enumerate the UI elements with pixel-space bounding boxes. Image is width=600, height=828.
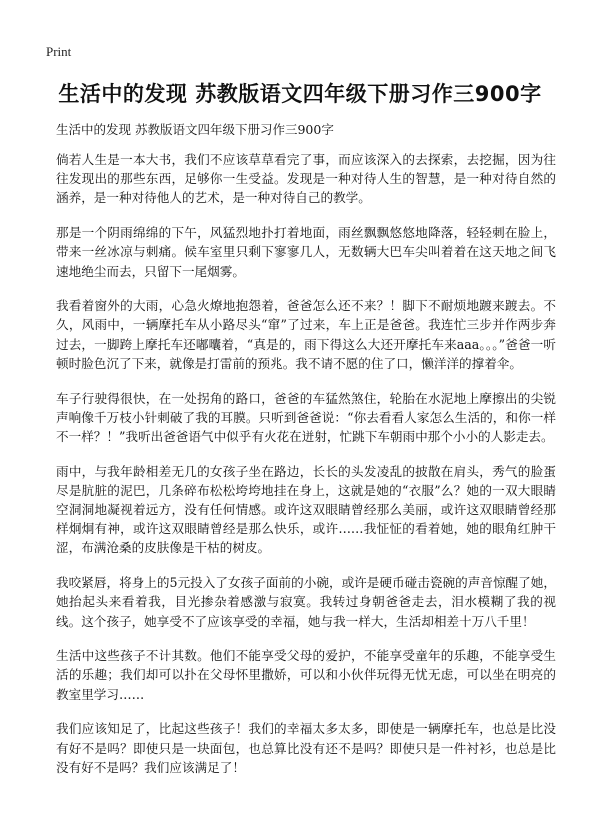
- paragraph-7: 生活中这些孩子不计其数。他们不能享受父母的爱护，不能享受童年的乐趣，不能享受生活的乐趣；我们却可以扑在父母怀里撒娇，可以和小伙伴玩得无忧无虑，可以坐在明亮的教室里学习……: [56, 648, 556, 702]
- paragraph-6: 我咬紧唇，将身上的5元投入了女孩子面前的小碗，或许是硬币碰击瓷碗的声音惊醒了她，她抬起头来看着我，目光掺杂着感激与寂寞。我转过身朝爸爸走去，泪水模糊了我的视线。这个孩子，她享受不了应该享受的幸福，她与我一样大，生活却相差十万八千里！: [56, 575, 556, 629]
- page-title: 生活中的发现 苏教版语文四年级下册习作三900字: [58, 82, 542, 106]
- article-body: [56, 150, 556, 792]
- paragraph-4: 车子行驶得很快，在一处拐角的路口，爸爸的车猛然煞住，轮胎在水泥地上摩擦出的尖锐声响像千万枝小针刺破了我的耳膜。只听到爸爸说：“你去看看人家怎么生活的，和你一样不一样？！”我听出爸爸语气中似乎有火花在迸射，忙跳下车朝雨中那个小小的人影走去。: [56, 390, 556, 444]
- paragraph-3: 我看着窗外的大雨，心急火燎地抱怨着，爸爸怎么还不来？！脚下不耐烦地踱来踱去。不久，风雨中，一辆摩托车从小路尽头“窜”了过来，车上正是爸爸。我连忙三步并作两步奔过去，一脚跨上摩托车还嘟囔着，“真是的，雨下得这么大还开摩托车来aaa。。。”爸爸一听顿时脸色沉了下来，就像是打雷前的预兆。我不请不愿的住了口，懒洋洋的撑着伞。: [56, 298, 556, 371]
- print-label: Print: [46, 44, 72, 59]
- paragraph-2: 那是一个阴雨绵绵的下午，风猛烈地扑打着地面，雨丝飘飘悠悠地降落，轻轻刺在脸上，带来一丝冰凉与刺痛。候车室里只剩下寥寥几人，无数辆大巴车尖叫着着在这天地之间飞速地绝尘而去，只留下一尾烟雾。: [56, 225, 556, 279]
- paragraph-8: 我们应该知足了，比起这些孩子！我们的幸福太多太多，即使是一辆摩托车，也总是比没有好不是吗？即使只是一块面包，也总算比没有还不是吗？即使只是一件衬衫，也总是比没有好不是吗？我们应该满足了！: [56, 721, 556, 775]
- paragraph-1: 倘若人生是一本大书，我们不应该草草看完了事，而应该深入的去探索，去挖掘，因为往往发现出的那些东西，足够你一生受益。发现是一种对待人生的智慧，是一种对待自然的涵养，是一种对待他人的艺术，是一种对待自己的教学。: [56, 152, 556, 206]
- article-subtitle: 生活中的发现 苏教版语文四年级下册习作三900字: [56, 122, 334, 137]
- paragraph-5: 雨中，与我年龄相差无几的女孩子坐在路边，长长的头发凌乱的披散在肩头，秀气的脸蛋尽是肮脏的泥巴，几条碎布松松垮垮地挂在身上，这就是她的“衣服”么？她的一双大眼睛空洞洞地凝视着远方，没有任何情感。或许这双眼睛曾经那么美丽，或许这双眼睛曾经那样炯炯有神，或许这双眼睛曾经是那么快乐，或许……我怔怔的看着她，她的眼角红肿干涩，布满沧桑的皮肤像是干枯的树皮。: [56, 463, 556, 556]
